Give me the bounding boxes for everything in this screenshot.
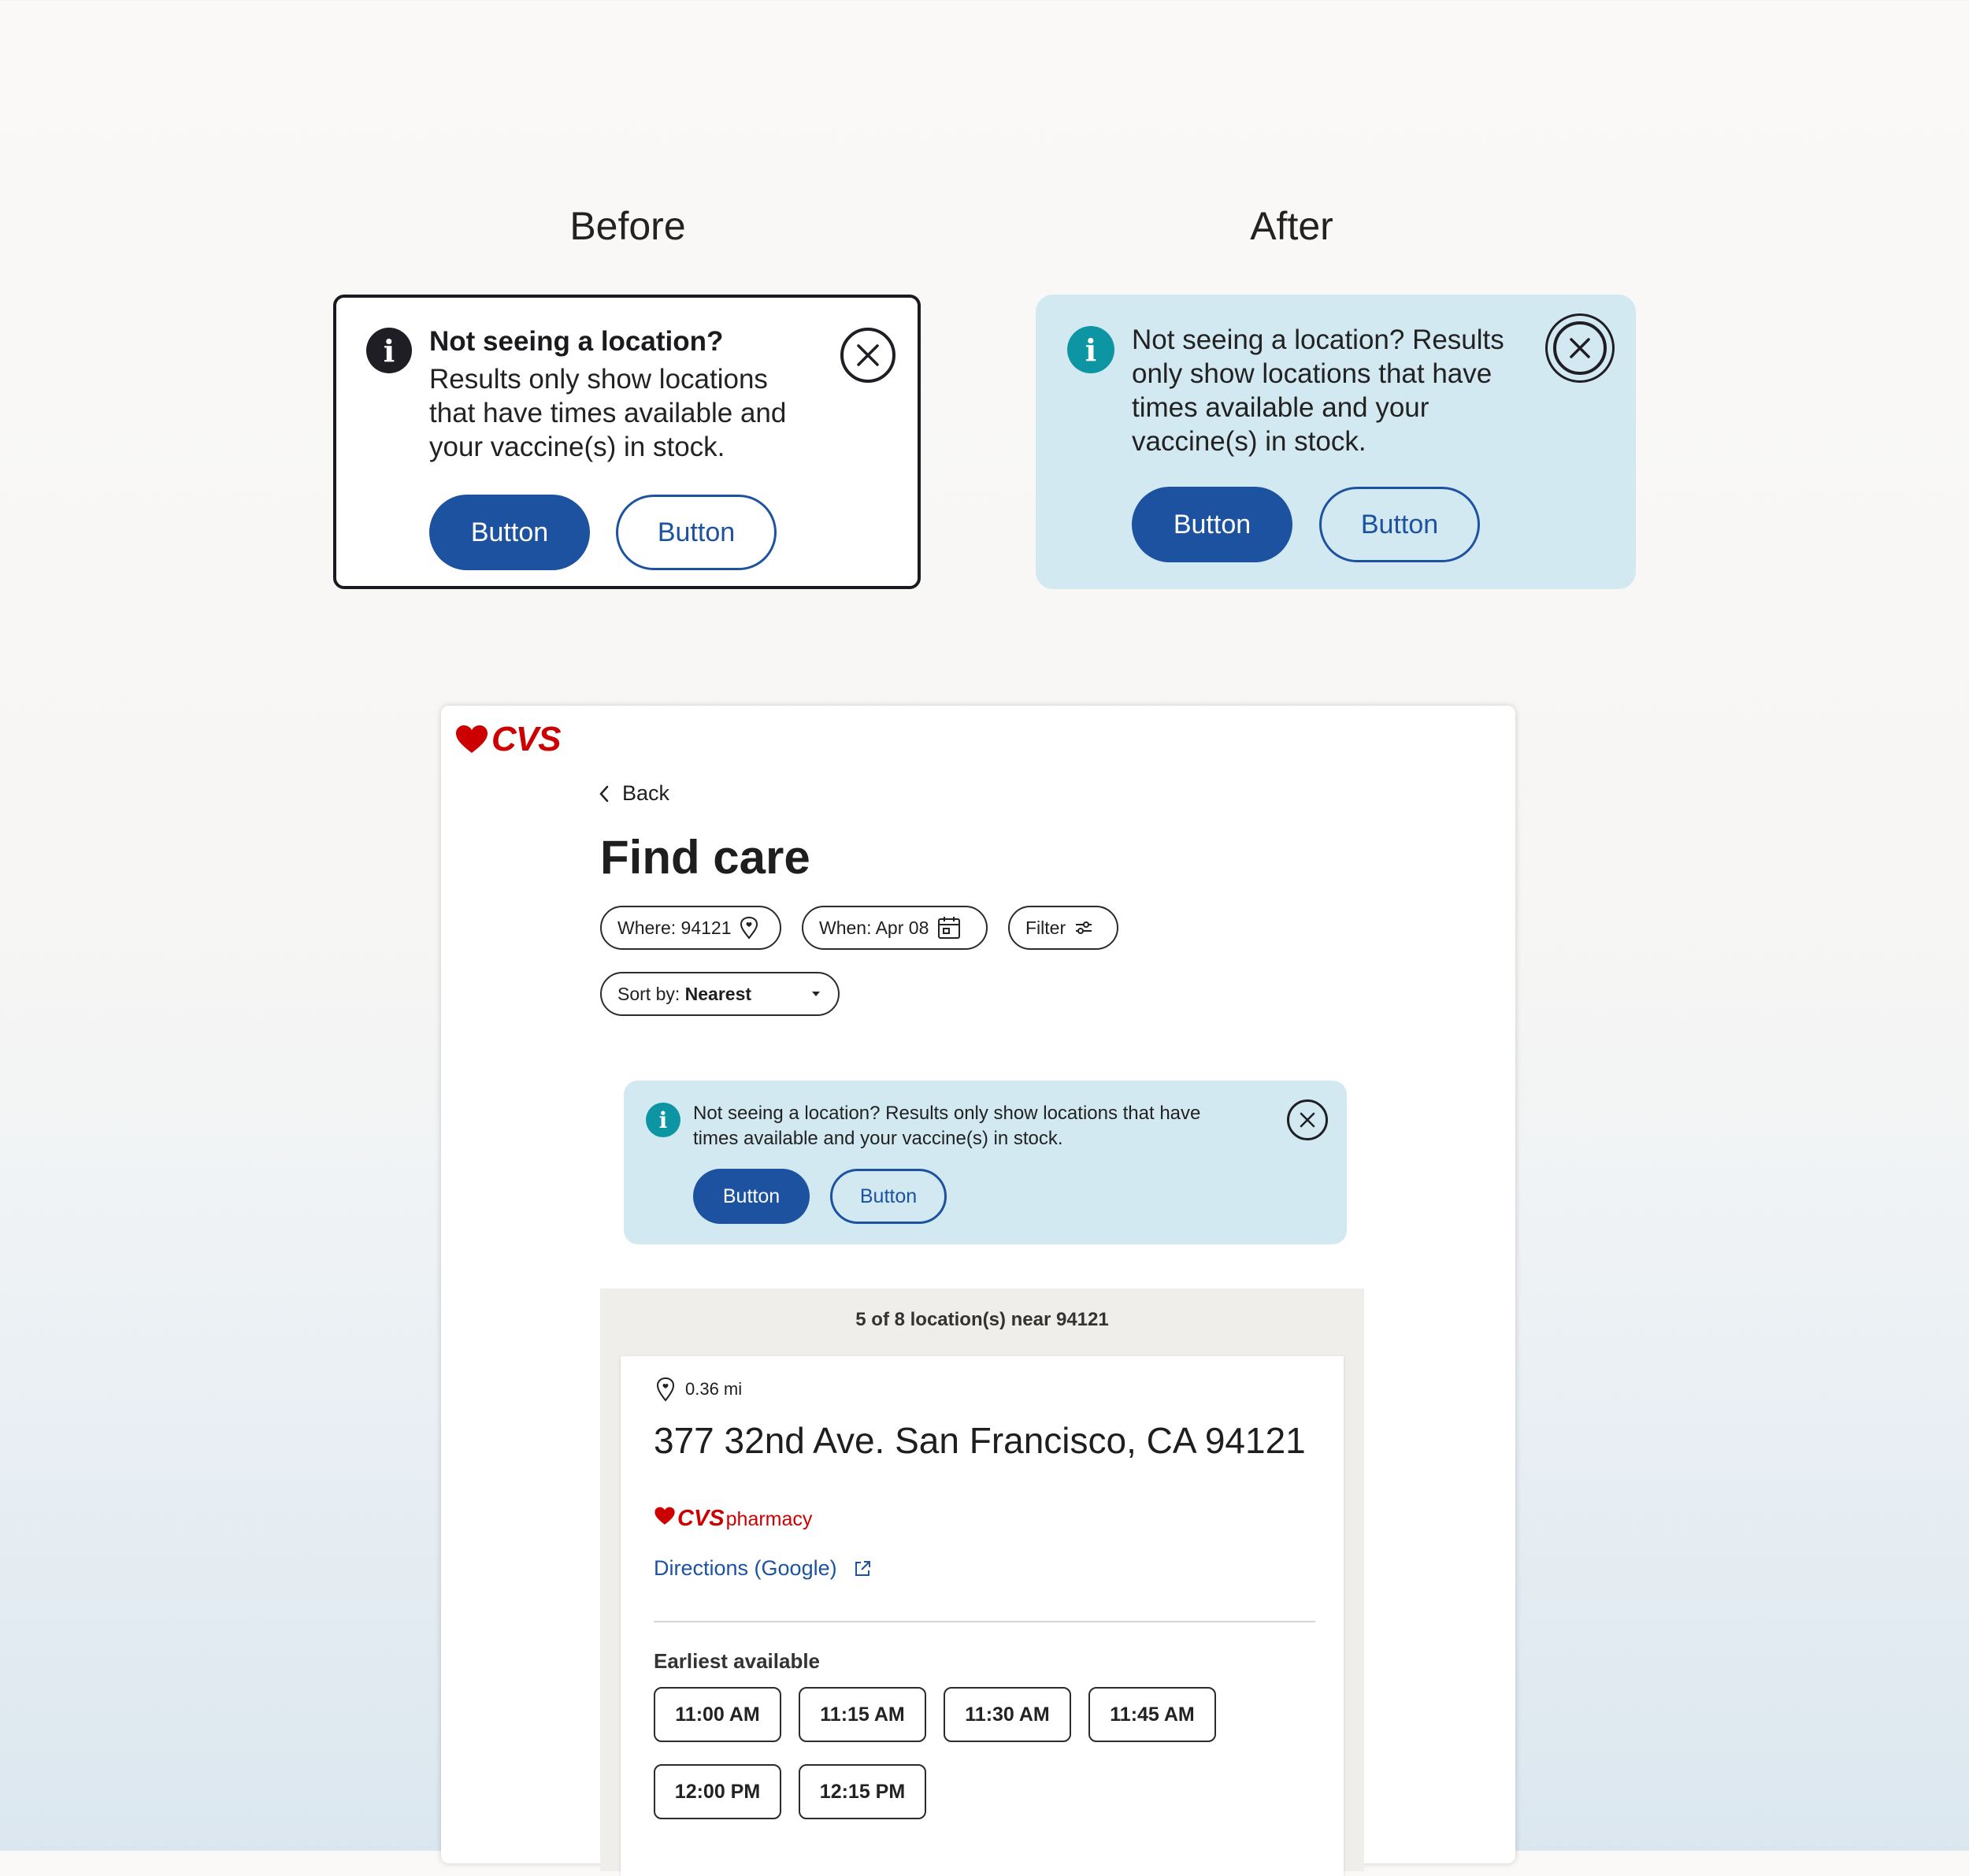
logo-text: CVS [491, 720, 561, 758]
location-pin-icon [655, 1377, 676, 1402]
sort-select-label: Sort by: Nearest [617, 983, 752, 1004]
location-address: 377 32nd Ave. San Francisco, CA 94121 [654, 1420, 1306, 1461]
before-alert-title: Not seeing a location? [429, 326, 724, 357]
back-link[interactable] [599, 781, 669, 806]
distance-value: 0.36 mi [685, 1379, 743, 1399]
before-alert-body: Results only show locations that have times available and your vaccine(s) in stock. [429, 364, 787, 462]
primary-button[interactable]: Button [693, 1169, 810, 1224]
external-link-icon [853, 1559, 872, 1578]
time-slot[interactable]: 12:00 PM [654, 1764, 781, 1819]
before-label: Before [569, 204, 686, 248]
time-slot[interactable]: 11:15 AM [799, 1687, 926, 1742]
before-alert [333, 295, 921, 589]
app-window [441, 706, 1515, 1863]
filter-chip[interactable] [1008, 906, 1118, 950]
page-title: Find care [600, 831, 810, 884]
when-chip[interactable] [802, 906, 988, 950]
sort-select[interactable] [600, 972, 840, 1016]
time-slot[interactable]: 12:15 PM [799, 1764, 926, 1819]
close-icon[interactable] [840, 328, 896, 383]
chevron-left-icon [599, 785, 610, 803]
close-icon[interactable] [1287, 1099, 1328, 1140]
info-icon: i [646, 1103, 680, 1137]
primary-button[interactable]: Button [1132, 487, 1292, 562]
time-slot[interactable]: 11:00 AM [654, 1687, 781, 1742]
heart-icon [654, 1507, 676, 1526]
filter-chip-label: Filter [1025, 917, 1066, 938]
directions-link[interactable]: Directions (Google) [654, 1556, 872, 1581]
time-slot[interactable]: 11:30 AM [944, 1687, 1071, 1742]
secondary-button[interactable]: Button [616, 495, 777, 570]
distance [655, 1377, 742, 1402]
after-alert-body: Not seeing a location? Results only show locations that have times available and your vaccine(s) in stock. [1132, 324, 1504, 457]
location-card [621, 1356, 1344, 1876]
where-chip-label: Where: 94121 [617, 917, 732, 938]
results-summary: 5 of 8 location(s) near 94121 [855, 1309, 1109, 1330]
primary-button[interactable]: Button [429, 495, 590, 570]
info-alert [624, 1081, 1347, 1244]
sliders-icon [1073, 919, 1094, 936]
after-alert [1036, 295, 1636, 589]
after-label: After [1250, 204, 1333, 248]
secondary-button[interactable]: Button [830, 1169, 947, 1224]
where-chip[interactable] [600, 906, 781, 950]
heart-icon [455, 725, 488, 754]
when-chip-label: When: Apr 08 [819, 917, 929, 938]
caret-down-icon [810, 990, 822, 998]
info-icon: i [1067, 326, 1114, 373]
time-slot[interactable]: 11:45 AM [1088, 1687, 1216, 1742]
divider [654, 1621, 1315, 1622]
secondary-button[interactable]: Button [1319, 487, 1480, 562]
calendar-icon [936, 915, 962, 940]
info-icon: i [366, 328, 412, 373]
info-alert-body: Not seeing a location? Results only show locations that have times available and your vaccine(s) in stock. [693, 1103, 1201, 1149]
close-icon[interactable] [1545, 313, 1615, 383]
cvs-logo[interactable] [455, 720, 560, 759]
cvs-pharmacy-logo: CVS pharmacy [654, 1506, 812, 1532]
back-label: Back [622, 781, 670, 805]
results-panel [600, 1288, 1364, 1871]
earliest-available-label: Earliest available [654, 1649, 821, 1673]
location-pin-icon [739, 916, 759, 940]
